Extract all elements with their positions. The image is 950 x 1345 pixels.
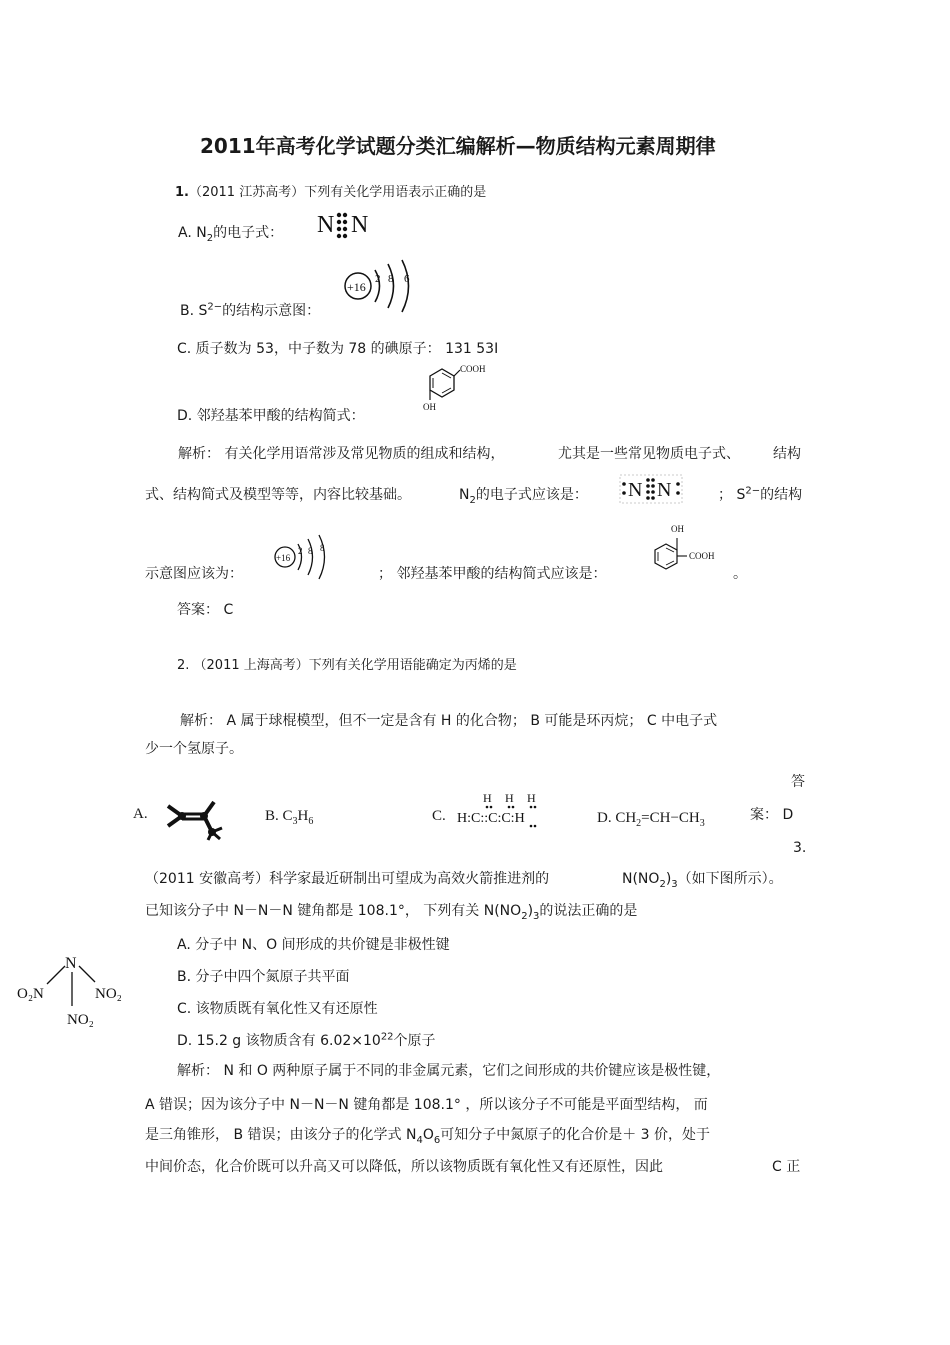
svg-text:N: N: [65, 955, 77, 972]
q3-option-b: B. 分子中四个氮原子共平面: [177, 969, 350, 985]
svg-text:NO₂: NO₂: [67, 1012, 94, 1028]
svg-text:O₂N: O₂N: [17, 986, 44, 1002]
q1-answer: 答案： C: [177, 602, 234, 618]
svg-text:+16: +16: [276, 553, 291, 563]
q3-line1a: （2011 安徽高考）科学家最近研制出可望成为高效火箭推进剂的: [145, 871, 550, 887]
svg-text:COOH: COOH: [460, 364, 486, 374]
q1-analysis-line2b: $N_2$的电子式应该是：: [459, 487, 588, 506]
q2-analysis-line2: 少一个氢原子。: [145, 741, 243, 757]
q1-analysis-line1c: 结构: [773, 446, 801, 462]
q3-option-d: D. 15.2 g 该物质含有 $6.02\times 10^{22}$个原子: [177, 1031, 436, 1049]
svg-text:COOH: COOH: [689, 551, 715, 561]
q1-analysis-line3b: ； 邻羟基苯甲酸的结构简式应该是：: [378, 566, 607, 582]
svg-text:+16: +16: [347, 280, 366, 294]
q1-analysis-line3c: 。: [733, 566, 747, 582]
sulfur-structure-figure-wrong: [342, 258, 422, 313]
q2-header: 2. （2011 上海高考）下列有关化学用语能确定为丙烯的是: [177, 658, 517, 673]
trinitramide-structure-figure: [15, 948, 135, 1028]
q1-header: [175, 181, 486, 200]
page-title: 2011年高考化学试题分类汇编解析—物质结构元素周期律: [200, 134, 716, 158]
q1-option-a: A. $N_2$的电子式：: [178, 225, 284, 244]
svg-text:2: 2: [375, 273, 381, 285]
svg-text:2: 2: [298, 546, 303, 556]
q3-line1b: $N(NO_2)_3$（如下图所示）。: [622, 871, 783, 890]
q1-option-b: B. $S^{2-}$的结构示意图：: [180, 301, 321, 319]
svg-text:N: N: [628, 479, 643, 501]
svg-text:8: 8: [388, 273, 394, 285]
meta-hydroxybenzoic-acid-figure: [408, 362, 498, 417]
q1-analysis-line2c: ； $S^{2-}$的结构: [718, 485, 803, 503]
n2-electron-formula-figure: [315, 208, 375, 240]
q3-line2: 已知该分子中 N－N－N 键角都是 108.1°， 下列有关 $N(NO_2)_3$的说法正确的是: [145, 903, 638, 922]
q1-analysis-line1a: 解析： 有关化学用语常涉及常见物质的组成和结构，: [178, 446, 505, 462]
q2-option-b: B. $C_3H_6$: [265, 808, 314, 827]
n2-electron-formula-correct-figure: [620, 474, 682, 504]
ortho-hydroxybenzoic-acid-figure: [645, 520, 740, 575]
sulfur-ion-structure-figure: [272, 535, 337, 583]
q1-option-d: D. 邻羟基苯甲酸的结构简式：: [177, 408, 365, 424]
q3-analysis-line4b: C 正: [772, 1159, 801, 1175]
q3-analysis-line1: 解析： N 和 O 两种原子属于不同的非金属元素，它们之间形成的共价键应该是极性键，: [177, 1063, 721, 1079]
q3-option-c: C. 该物质既有氧化性又有还原性: [177, 1001, 378, 1017]
q3-analysis-line2: A 错误；因为该分子中 N－N－N 键角都是 108.1° ，所以该分子不可能是平面型结构， 而: [145, 1097, 708, 1113]
svg-text:N: N: [657, 479, 672, 501]
svg-text:H:C::C:C:H: H:C::C:C:H: [457, 811, 525, 826]
propene-ball-and-stick-model: [160, 792, 230, 842]
q2-analysis-line1: 解析： A 属于球棍模型，但不一定是含有 H 的化合物； B 可能是环丙烷； C 中电子式: [180, 713, 718, 729]
q1-analysis-line1b: 尤其是一些常见物质电子式、: [558, 446, 740, 462]
q3-analysis-line3: 是三角锥形， B 错误；由该分子的化学式 $N_4O_6$可知分子中氮原子的化合价是＋ 3 价，处于: [145, 1127, 711, 1146]
q1-analysis-line2a: 式、结构简式及模型等等，内容比较基础。: [145, 487, 411, 503]
svg-text:N: N: [317, 212, 335, 238]
svg-text:8: 8: [308, 546, 313, 556]
q1-number: 1.: [175, 185, 189, 200]
svg-text:6: 6: [404, 273, 410, 285]
svg-text:OH: OH: [423, 402, 436, 412]
svg-text:H: H: [505, 791, 514, 805]
q1-analysis-line3a: 示意图应该为：: [145, 566, 243, 582]
q2-option-a-label: A.: [133, 806, 148, 822]
q2-option-c-label: C.: [432, 808, 446, 824]
svg-text:NO₂: NO₂: [95, 986, 122, 1002]
svg-text:OH: OH: [671, 524, 684, 534]
svg-text:N: N: [351, 212, 369, 238]
svg-text:H: H: [483, 791, 492, 805]
q3-analysis-line4a: 中间价态，化合价既可以升高又可以降低，所以该物质既有氧化性又有还原性，因此: [145, 1159, 663, 1175]
q3-number: 3.: [793, 840, 807, 856]
q3-option-a: A. 分子中 N、O 间形成的共价键是非极性键: [177, 937, 450, 953]
propene-electron-formula-figure: [455, 790, 565, 838]
q1-header-text: （2011 江苏高考）下列有关化学用语表示正确的是: [188, 185, 487, 200]
svg-text:8: 8: [320, 543, 325, 553]
q2-answer-part1: 答: [791, 774, 805, 790]
q1-option-c: C. 质子数为 53，中子数为 78 的碘原子： 131 53I: [177, 341, 499, 357]
q2-option-d: D. $CH_2=CH-CH_3$: [597, 810, 705, 829]
svg-text:H: H: [527, 791, 536, 805]
q2-answer-part2: 案： D: [750, 807, 794, 823]
